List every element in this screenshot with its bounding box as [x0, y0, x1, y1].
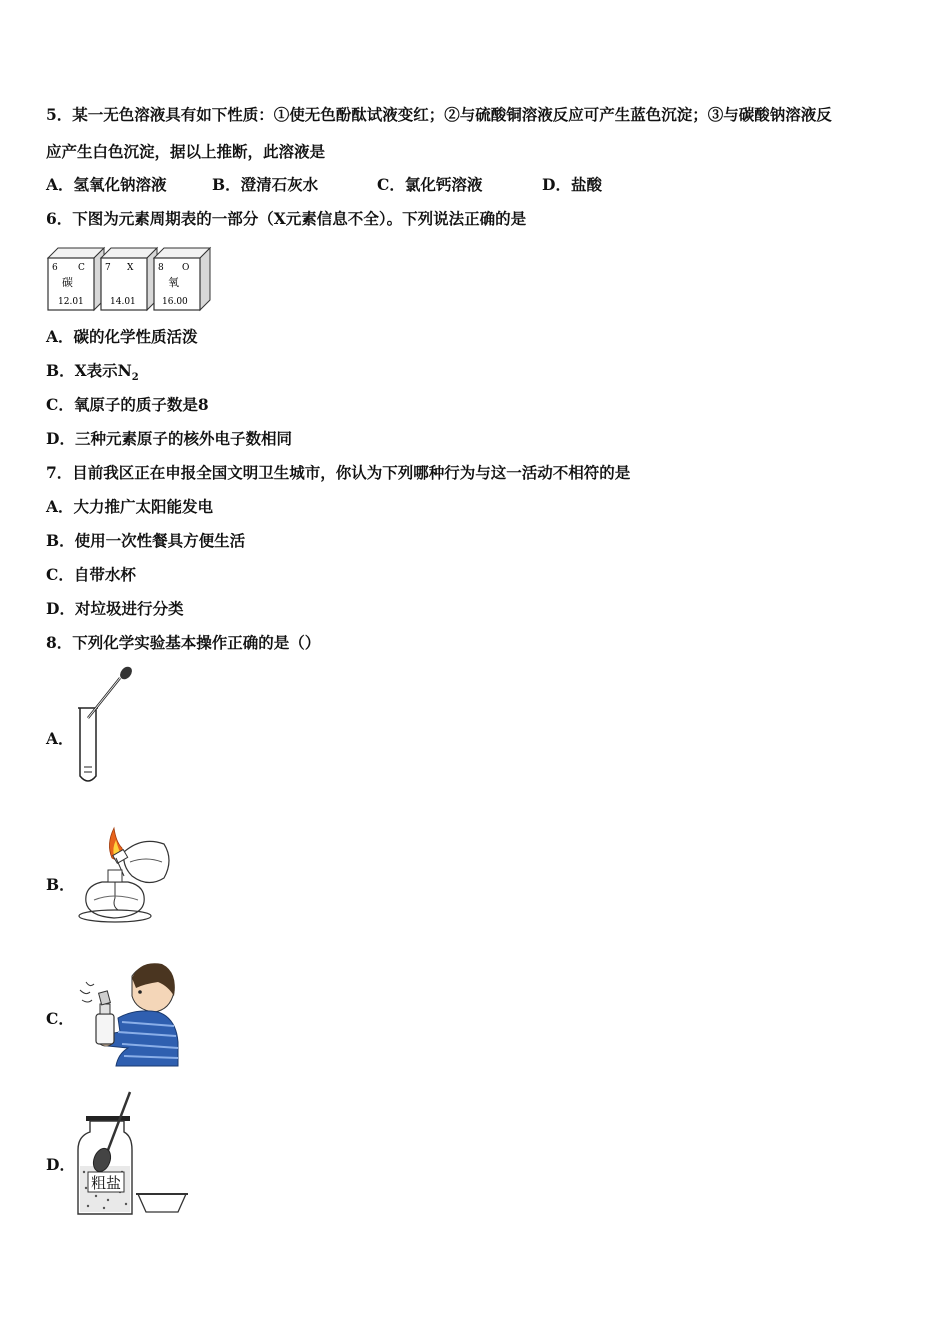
carbon-mass: 12.01 [58, 297, 84, 307]
q5-option-c: C．氯化钙溶液 [377, 175, 483, 194]
q7-option-d: D．对垃圾进行分类 [46, 599, 184, 618]
q8-figure-a-dropper-test-tube [72, 664, 142, 792]
oxygen-symbol: O [182, 263, 190, 273]
q5-stem-line2: 应产生白色沉淀，据以上推断，此溶液是 [46, 142, 326, 161]
oxygen-mass: 16.00 [162, 297, 188, 307]
q8-label-b: B． [46, 875, 75, 894]
periodic-table-svg [46, 244, 221, 312]
q8-figure-c-boy-holding-bottle [78, 960, 182, 1074]
oxygen-name: 氧 [168, 276, 179, 289]
q8-stem: 8．下列化学实验基本操作正确的是（） [46, 633, 321, 652]
element-cell-x [101, 248, 157, 310]
q5-option-a: A．氢氧化钠溶液 [46, 175, 167, 194]
oxygen-number: 8 [158, 263, 164, 273]
q6-stem: 6．下图为元素周期表的一部分（X元素信息不全）。下列说法正确的是 [46, 209, 527, 228]
q6-option-a: A．碳的化学性质活泼 [46, 327, 198, 346]
element-cell-carbon [48, 248, 104, 310]
q6-option-d: D．三种元素原子的核外电子数相同 [46, 429, 292, 448]
jar-label-text: 粗盐 [91, 1174, 122, 1192]
q8-figure-d-reagent-jar [74, 1088, 190, 1224]
q8-label-d: D． [46, 1155, 75, 1174]
bottle-icon [96, 991, 114, 1044]
q5-stem-line1: 5．某一无色溶液具有如下性质：①使无色酚酞试液变红；②与硫酸铜溶液反应可产生蓝色沉淀；③与碳酸钠溶液反 [46, 105, 832, 124]
element-cell-oxygen [154, 248, 210, 310]
x-number: 7 [105, 263, 111, 273]
jar-stopper-icon [86, 1116, 130, 1121]
q7-option-a: A．大力推广太阳能发电 [46, 497, 214, 516]
carbon-symbol: C [78, 263, 85, 273]
fanning-lines-icon [80, 982, 94, 1002]
q7-option-c: C．自带水杯 [46, 565, 136, 584]
q6-option-b-subscript: 2 [131, 372, 139, 384]
evaporating-dish-icon [136, 1194, 188, 1212]
q6-option-b [46, 359, 139, 383]
x-mass: 14.01 [110, 297, 136, 307]
q6-option-b-text: B．X表示N [46, 361, 132, 380]
q7-stem: 7．目前我区正在申报全国文明卫生城市，你认为下列哪种行为与这一活动不相符的是 [46, 463, 631, 482]
carbon-name: 碳 [62, 276, 73, 289]
q5-option-d: D．盐酸 [542, 175, 602, 194]
q5-option-b: B．澄清石灰水 [212, 175, 319, 194]
q8-label-a: A． [46, 729, 74, 748]
q7-option-b: B．使用一次性餐具方便生活 [46, 531, 246, 550]
test-tube-icon [78, 708, 98, 781]
q8-label-c: C． [46, 1009, 74, 1028]
carbon-number: 6 [52, 263, 58, 273]
periodic-table-fragment [46, 244, 221, 316]
q8-figure-b-alcohol-lamps [76, 822, 176, 930]
x-symbol: X [127, 263, 134, 273]
dropper-icon [88, 664, 134, 718]
q6-option-c: C．氧原子的质子数是8 [46, 395, 209, 414]
